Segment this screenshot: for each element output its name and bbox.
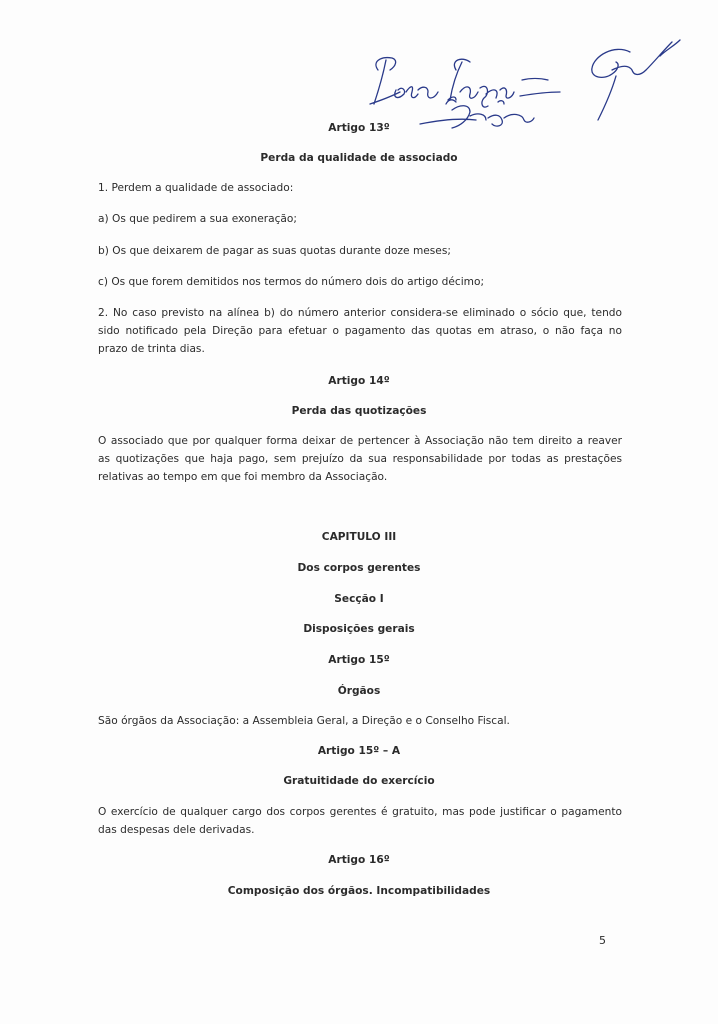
article-15a-heading: Gratuitidade do exercício <box>283 775 435 787</box>
section-title: Secção I <box>334 593 384 605</box>
text-line: sido notificado pela Direção para efetuar o pagamento das quotas em atraso, o não faça no <box>98 325 622 337</box>
text-line: das despesas dele derivadas. <box>98 824 255 836</box>
text-line: as quotizações que haja pago, sem prejuízo da sua responsabilidade por todas as prestações <box>98 453 622 465</box>
article-13-heading: Perda da qualidade de associado <box>260 152 458 164</box>
article-13-paragraph-2 <box>98 304 622 358</box>
article-15-title: Artigo 15º <box>328 654 390 666</box>
article-14-title: Artigo 14º <box>328 375 390 387</box>
article-15a-title: Artigo 15º – A <box>317 745 401 757</box>
handwritten-signatures <box>0 0 718 160</box>
article-16-title: Artigo 16º <box>328 854 390 866</box>
article-15-heading: Órgãos <box>337 685 381 697</box>
article-13-paragraph-1: 1. Perdem a qualidade de associado: <box>98 182 294 194</box>
article-13-title: Artigo 13º <box>328 122 390 134</box>
article-13-item-a: a) Os que pedirem a sua exoneração; <box>98 213 297 225</box>
text-line: relativas ao tempo em que foi membro da Associação. <box>98 471 388 483</box>
article-13-item-c: c) Os que forem demitidos nos termos do número dois do artigo décimo; <box>98 276 485 288</box>
text-line: prazo de trinta dias. <box>98 343 205 355</box>
article-14-paragraph <box>98 432 622 486</box>
text-line: O associado que por qualquer forma deixar de pertencer à Associação não tem direito a reaver <box>98 435 622 447</box>
text-line: 2. No caso previsto na alínea b) do número anterior considera-se eliminado o sócio que, tendo <box>98 307 622 319</box>
chapter-heading: Dos corpos gerentes <box>297 562 421 574</box>
chapter-title: CAPITULO III <box>321 531 397 543</box>
article-15-text: São órgãos da Associação: a Assembleia Geral, a Direção e o Conselho Fiscal. <box>98 715 510 727</box>
text-line: O exercício de qualquer cargo dos corpos gerentes é gratuito, mas pode justificar o pagamento <box>98 806 622 818</box>
section-heading: Disposições gerais <box>303 623 415 635</box>
article-14-heading: Perda das quotizações <box>291 405 427 417</box>
article-15a-paragraph <box>98 803 622 839</box>
page-number: 5 <box>599 934 606 947</box>
article-13-item-b: b) Os que deixarem de pagar as suas quotas durante doze meses; <box>98 245 451 257</box>
article-16-heading: Composição dos órgãos. Incompatibilidades <box>227 885 491 897</box>
